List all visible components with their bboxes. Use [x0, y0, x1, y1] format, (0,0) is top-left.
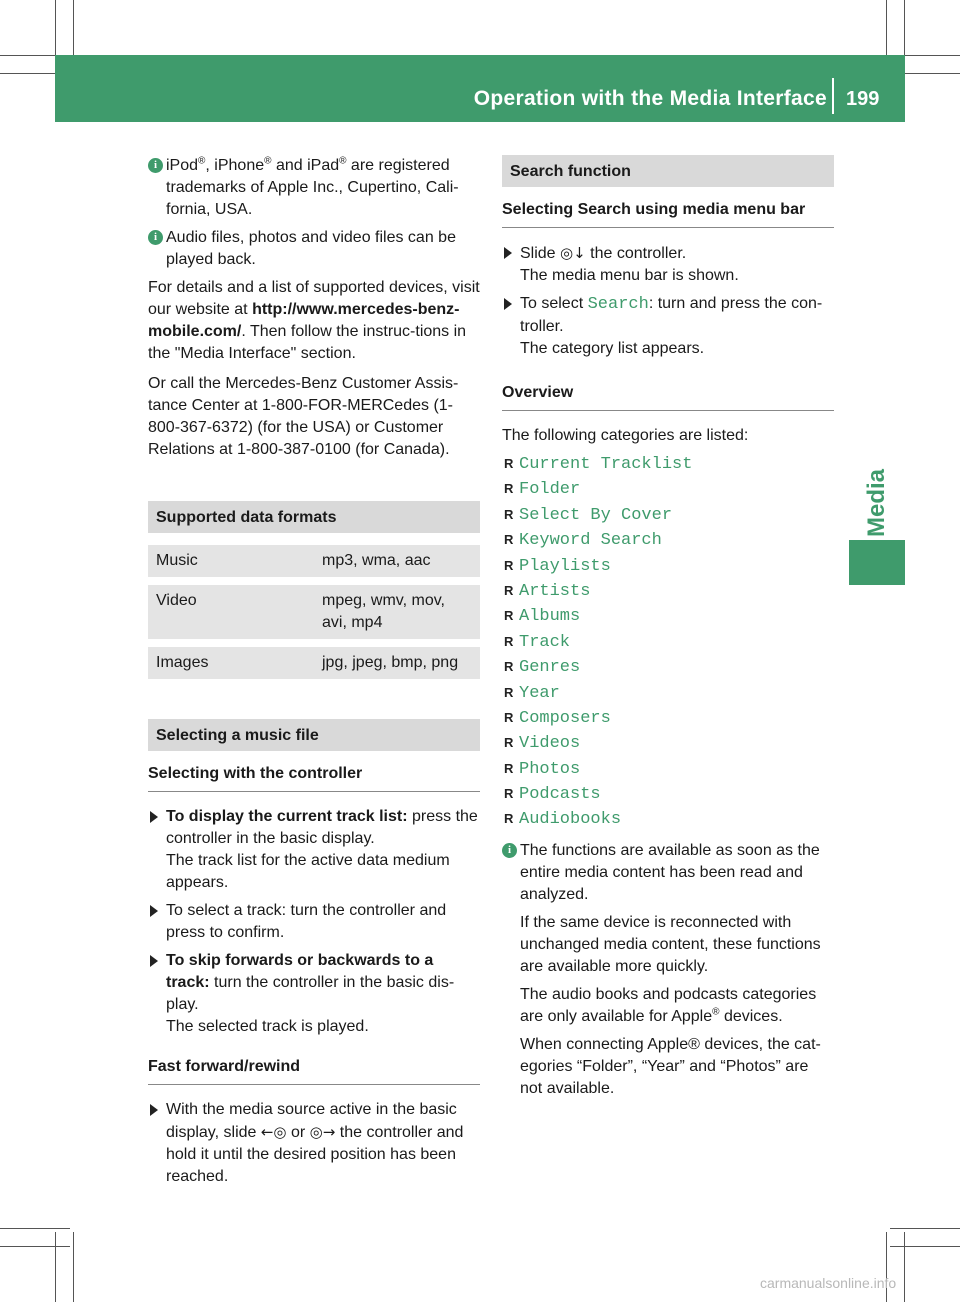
list-item: R Photos: [502, 756, 834, 781]
instruction-step: To skip forwards or backwards to a track: turn the controller in the basic dis-play. The selected track is played.: [148, 950, 480, 1038]
step-arrow-icon: [504, 298, 512, 310]
left-column: [148, 155, 480, 1188]
website-paragraph: For details and a list of supported devices, visit our website at http://www.mercedes-benz-mobile.com/. Then follow the instruc-tions in the "Media Interface" section.: [148, 279, 480, 362]
step-arrow-icon: [150, 905, 158, 917]
section-bar-music: Selecting a music file: [148, 719, 480, 751]
info-icon: i: [148, 158, 163, 173]
controller-down-icon: ◎↓: [560, 244, 586, 262]
list-item: R Track: [502, 629, 834, 654]
bullet-icon: R: [504, 735, 514, 751]
bullet-icon: R: [504, 582, 514, 598]
list-item: R Albums: [502, 603, 834, 628]
search-menu-item: Search: [587, 295, 649, 314]
crop-mark: [0, 1228, 70, 1229]
category-list: [502, 451, 834, 832]
subheading-overview: Overview: [502, 382, 834, 411]
crop-mark: [904, 1232, 905, 1302]
subheading-search-menu: Selecting Search using media menu bar: [502, 199, 834, 228]
side-tab-block: [849, 540, 905, 585]
list-item: R Videos: [502, 730, 834, 755]
bullet-icon: R: [504, 532, 514, 548]
step-arrow-icon: [150, 811, 158, 823]
list-item: R Keyword Search: [502, 527, 834, 552]
bullet-icon: R: [504, 456, 514, 471]
right-column: [502, 155, 834, 1106]
instruction-step: To select Search: turn and press the con-troller. The category list appears.: [502, 293, 834, 360]
bullet-icon: R: [504, 557, 514, 573]
bullet-icon: R: [504, 786, 514, 802]
list-item: R Folder: [502, 476, 834, 501]
watermark: carmanualsonline.info: [760, 1275, 897, 1291]
step-arrow-icon: [150, 955, 158, 967]
list-item: R Podcasts: [502, 781, 834, 806]
info-note: [148, 227, 480, 271]
crop-mark: [55, 1232, 56, 1302]
instruction-step: To display the current track list: press the controller in the basic display. The track list for the active data medium appears.: [148, 806, 480, 894]
contact-paragraph: Or call the Mercedes-Benz Customer Assis-tance Center at 1-800-FOR-MERCedes (1-800-367-6372) (for the USA) or Customer Relations at 1-800-387-0100 (for Canada).: [148, 375, 459, 458]
bullet-icon: R: [504, 481, 514, 497]
formats-table: [148, 545, 480, 687]
step-arrow-icon: [504, 247, 512, 259]
info-note: [148, 155, 480, 221]
website-link[interactable]: http://www.mercedes-benz-mobile.com/: [148, 301, 460, 340]
step-arrow-icon: [150, 1104, 158, 1116]
header-divider: [832, 78, 834, 114]
page-number: 199: [846, 88, 880, 110]
info-icon: i: [502, 843, 517, 858]
info-icon: i: [148, 230, 163, 245]
bullet-icon: R: [504, 633, 514, 649]
crop-mark: [890, 1228, 960, 1229]
list-item: R Genres: [502, 654, 834, 679]
bullet-icon: R: [504, 506, 514, 522]
bullet-icon: R: [504, 608, 514, 624]
trademark-note: iPod®, iPhone® and iPad® are registered trademarks of Apple Inc., Cupertino, Cali-fornia, USA.: [166, 155, 459, 218]
crop-mark: [890, 1246, 960, 1247]
playback-note: Audio files, photos and video files can be played back.: [166, 229, 456, 268]
section-bar-search: Search function: [502, 155, 834, 187]
table-row: Music mp3, wma, aac: [148, 545, 480, 581]
bullet-icon: R: [504, 811, 514, 827]
controller-left-icon: ←◎: [260, 1123, 287, 1141]
instruction-step: With the media source active in the basic display, slide ←◎ or ◎→ the controller and hold it until the desired position has been reached.: [148, 1099, 480, 1188]
section-bar-formats: Supported data formats: [148, 501, 480, 533]
table-row: Video mpeg, wmv, mov, avi, mp4: [148, 581, 480, 643]
instruction-step: To select a track: turn the controller and press to confirm.: [148, 900, 480, 944]
overview-intro: The following categories are listed:: [502, 427, 749, 444]
list-item: R Playlists: [502, 553, 834, 578]
bullet-icon: R: [504, 709, 514, 725]
controller-right-icon: ◎→: [309, 1123, 336, 1141]
table-row: Images jpg, jpeg, bmp, png: [148, 643, 480, 683]
bullet-icon: R: [504, 659, 514, 675]
side-tab-label: Media: [863, 468, 891, 537]
crop-mark: [73, 1232, 74, 1302]
page-title: Operation with the Media Interface: [473, 87, 827, 110]
subheading-fast-forward: Fast forward/rewind: [148, 1056, 480, 1085]
list-item: R Current Tracklist: [502, 451, 834, 476]
subheading-controller: Selecting with the controller: [148, 763, 480, 792]
list-item: R Artists: [502, 578, 834, 603]
list-item: R Audiobooks: [502, 806, 834, 831]
bullet-icon: R: [504, 684, 514, 700]
crop-mark: [0, 1246, 70, 1247]
instruction-step: Slide ◎↓ the controller. The media menu bar is shown.: [502, 242, 834, 287]
list-item: R Year: [502, 680, 834, 705]
info-note: i The functions are available as soon as the entire media content has been read and analyzed. If the same device is reconnected with unchanged media content, these functions are available more quickly. The audio books and podcasts categories are only available for Apple® devices. When connecting Apple® devices, the cat-egories “Folder”, “Year” and “Photos” are not available.: [502, 840, 834, 1100]
list-item: R Select By Cover: [502, 502, 834, 527]
list-item: R Composers: [502, 705, 834, 730]
bullet-icon: R: [504, 760, 514, 776]
